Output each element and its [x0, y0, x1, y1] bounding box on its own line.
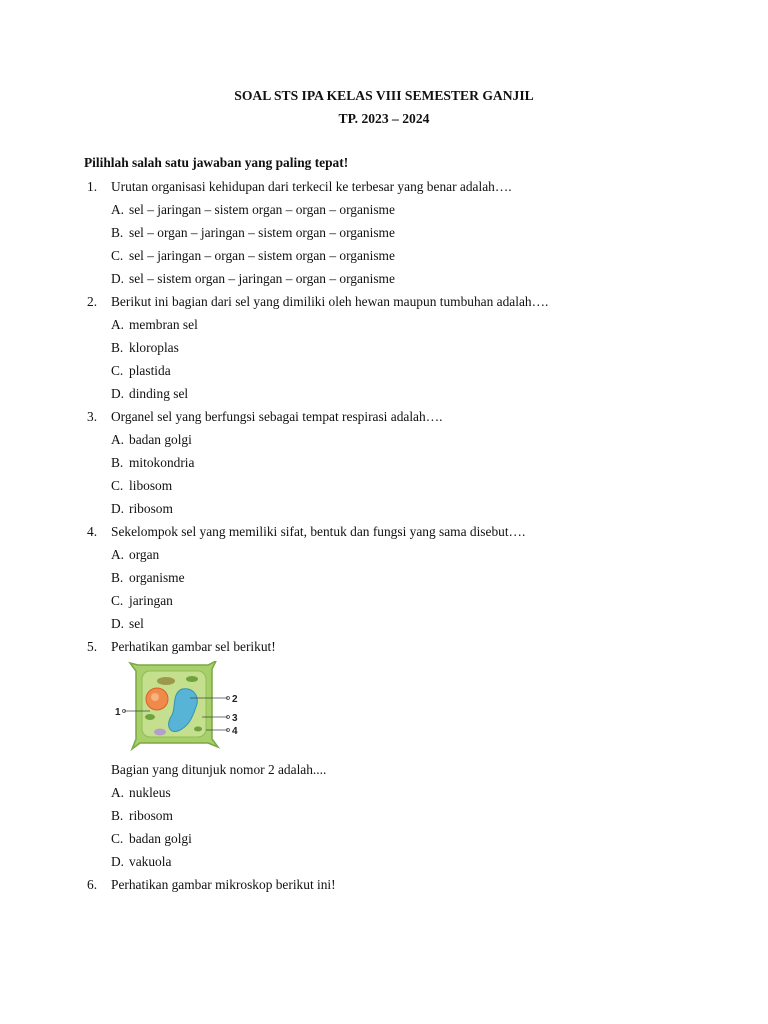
- question-number: 2.: [87, 294, 98, 309]
- option-text: sel – organ – jaringan – sistem organ – organisme: [129, 225, 395, 240]
- subquestion-text: Bagian yang ditunjuk nomor 2 adalah....: [111, 762, 327, 777]
- question-2: [0, 293, 768, 316]
- option-text: nukleus: [129, 785, 171, 800]
- figure-label-4: 4: [232, 726, 238, 737]
- question-list: [0, 178, 768, 899]
- chloroplast: [194, 727, 202, 732]
- option-letter: A.: [111, 547, 125, 562]
- option-2c: [0, 362, 768, 385]
- option-letter: D.: [111, 386, 125, 401]
- question-5: [0, 638, 768, 661]
- option-5d: [0, 853, 768, 876]
- cell-figure: [0, 661, 768, 761]
- option-letter: A.: [111, 317, 125, 332]
- question-4: [0, 523, 768, 546]
- option-text: dinding sel: [129, 386, 189, 401]
- option-2b: [0, 339, 768, 362]
- option-1b: [0, 224, 768, 247]
- option-4a: [0, 546, 768, 569]
- option-5c: [0, 830, 768, 853]
- option-letter: A.: [111, 432, 125, 447]
- option-text: jaringan: [129, 593, 173, 608]
- option-text: sel – jaringan – organ – sistem organ – organisme: [129, 248, 395, 263]
- question-number: 1.: [87, 179, 98, 194]
- option-1a: [0, 201, 768, 224]
- option-letter: B.: [111, 570, 124, 585]
- chloroplast: [186, 676, 198, 682]
- question-text: Perhatikan gambar mikroskop berikut ini!: [111, 877, 336, 892]
- question-5-prompt: [0, 761, 768, 784]
- option-text: sel – sistem organ – jaringan – organ – organisme: [129, 271, 395, 286]
- option-letter: B.: [111, 808, 124, 823]
- nucleolus: [151, 693, 159, 701]
- option-letter: A.: [111, 785, 125, 800]
- chloroplast: [145, 714, 155, 720]
- question-6: [0, 876, 768, 899]
- option-4c: [0, 592, 768, 615]
- option-5b: [0, 807, 768, 830]
- question-text: Urutan organisasi kehidupan dari terkecil ke terbesar yang benar adalah….: [111, 179, 512, 194]
- option-letter: C.: [111, 593, 124, 608]
- exam-year: TP. 2023 – 2024: [338, 111, 430, 126]
- option-5a: [0, 784, 768, 807]
- question-number: 5.: [87, 639, 98, 654]
- option-text: ribosom: [129, 501, 173, 516]
- option-3b: [0, 454, 768, 477]
- option-text: ribosom: [129, 808, 173, 823]
- figure-label-3: 3: [232, 713, 238, 724]
- option-1d: [0, 270, 768, 293]
- option-letter: C.: [111, 363, 124, 378]
- question-text: Perhatikan gambar sel berikut!: [111, 639, 276, 654]
- option-text: mitokondria: [129, 455, 195, 470]
- option-2a: [0, 316, 768, 339]
- option-text: sel – jaringan – sistem organ – organ – organisme: [129, 202, 395, 217]
- option-3d: [0, 500, 768, 523]
- question-number: 4.: [87, 524, 98, 539]
- organelle: [154, 729, 166, 736]
- option-letter: B.: [111, 340, 124, 355]
- figure-label-1: 1: [115, 707, 121, 718]
- option-text: organ: [129, 547, 160, 562]
- option-text: sel: [129, 616, 144, 631]
- option-letter: B.: [111, 455, 124, 470]
- option-letter: C.: [111, 831, 124, 846]
- plant-cell-diagram: [112, 661, 252, 757]
- option-letter: C.: [111, 248, 124, 263]
- option-1c: [0, 247, 768, 270]
- option-letter: A.: [111, 202, 125, 217]
- instruction: Pilihlah salah satu jawaban yang paling tepat!: [84, 155, 349, 170]
- option-text: badan golgi: [129, 831, 192, 846]
- question-text: Organel sel yang berfungsi sebagai tempat respirasi adalah….: [111, 409, 443, 424]
- golgi-body: [157, 677, 175, 685]
- option-4b: [0, 569, 768, 592]
- question-3: [0, 408, 768, 431]
- question-number: 3.: [87, 409, 98, 424]
- option-letter: D.: [111, 616, 125, 631]
- option-3a: [0, 431, 768, 454]
- option-text: libosom: [129, 478, 173, 493]
- question-1: [0, 178, 768, 201]
- option-text: kloroplas: [129, 340, 179, 355]
- option-text: organisme: [129, 570, 185, 585]
- option-letter: B.: [111, 225, 124, 240]
- question-text: Sekelompok sel yang memiliki sifat, bentuk dan fungsi yang sama disebut….: [111, 524, 526, 539]
- option-letter: D.: [111, 501, 125, 516]
- option-4d: [0, 615, 768, 638]
- option-3c: [0, 477, 768, 500]
- question-number: 6.: [87, 877, 98, 892]
- option-text: plastida: [129, 363, 171, 378]
- option-2d: [0, 385, 768, 408]
- option-text: vakuola: [129, 854, 172, 869]
- option-letter: D.: [111, 271, 125, 286]
- question-text: Berikut ini bagian dari sel yang dimiliki oleh hewan maupun tumbuhan adalah….: [111, 294, 549, 309]
- option-letter: C.: [111, 478, 124, 493]
- option-text: membran sel: [129, 317, 198, 332]
- exam-title: SOAL STS IPA KELAS VIII SEMESTER GANJIL: [234, 88, 534, 103]
- option-letter: D.: [111, 854, 125, 869]
- figure-label-2: 2: [232, 694, 238, 705]
- option-text: badan golgi: [129, 432, 192, 447]
